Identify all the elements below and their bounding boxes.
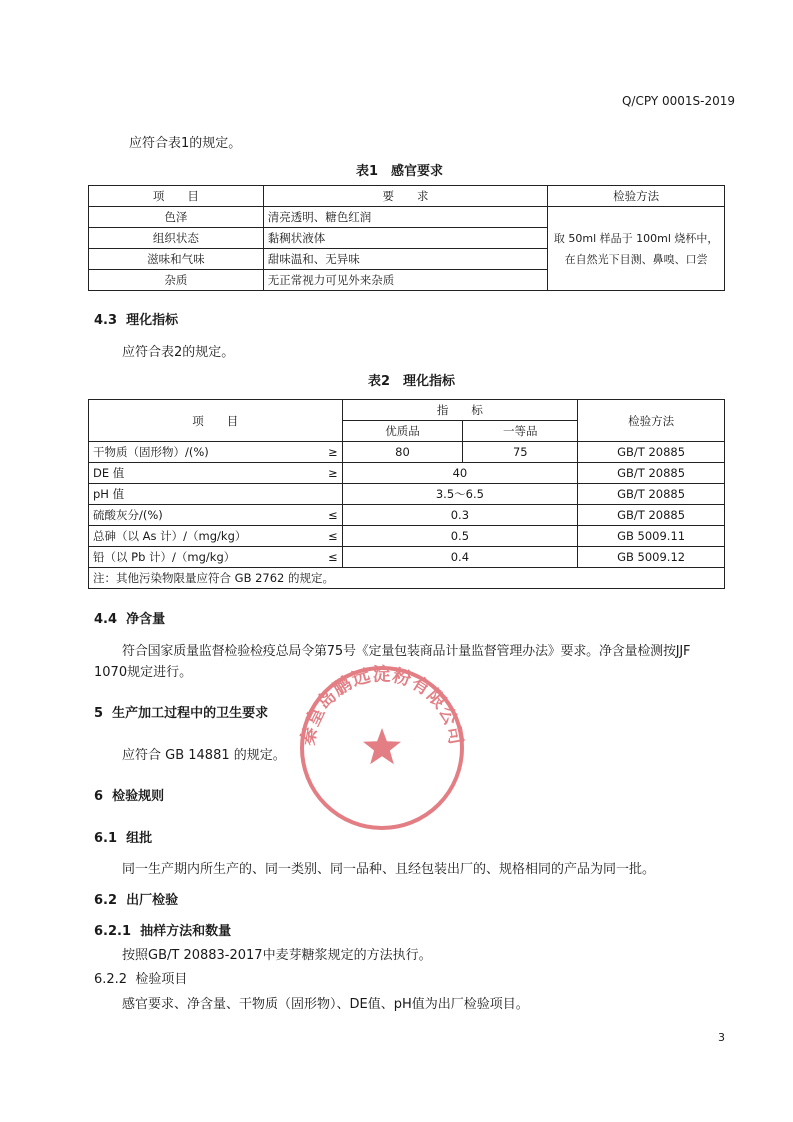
row-method: GB 5009.12: [578, 547, 725, 568]
section-heading-4-4: [94, 608, 165, 627]
row-item: [89, 463, 343, 484]
row-symbol: ≤: [327, 508, 338, 522]
row-value: 0.4: [342, 547, 578, 568]
section-number: 4.4: [94, 612, 118, 627]
row-item: 杂质: [89, 270, 264, 291]
method-line-1: 取 50ml 样品于 100ml 烧杯中，: [553, 231, 719, 245]
company-seal: [298, 664, 466, 832]
table-row: [89, 207, 725, 228]
seal-stroke: [298, 664, 466, 828]
section-number: 6.2.1: [94, 924, 132, 939]
document-code: Q/CPY 0001S-2019: [621, 94, 735, 108]
section-number: 6.2: [94, 893, 118, 908]
header-method: 检验方法: [548, 186, 725, 207]
paragraph-4-4-line1: 符合国家质量监督检验检疫总局令第75号《定量包装商品计量监督管理办法》要求。净含量检测按JJF: [122, 644, 691, 659]
section-number: 6: [94, 789, 104, 804]
section-heading-6: [94, 785, 164, 804]
section-number: 6.1: [94, 831, 118, 846]
section-title: 抽样方法和数量: [140, 924, 232, 939]
row-value-premium: 80: [342, 442, 463, 463]
paragraph-6-2-1: 按照GB/T 20883-2017中麦芽糖浆规定的方法执行。: [122, 948, 432, 963]
table-row: [89, 442, 725, 463]
row-symbol: ≥: [327, 445, 338, 459]
physicochemical-table: [88, 399, 725, 589]
section-heading-5: [94, 702, 268, 721]
row-method: GB/T 20885: [578, 463, 725, 484]
row-requirement: 清亮透明、糖色红润: [263, 207, 548, 228]
paragraph-6-1: 同一生产期内所生产的、同一类别、同一品种、且经包装出厂的、规格相同的产品为同一批。: [122, 862, 656, 877]
row-method: GB/T 20885: [578, 484, 725, 505]
table-row: [89, 505, 725, 526]
section-title: 组批: [126, 831, 153, 846]
sensory-table: [88, 185, 725, 291]
table2-caption: 表2 理化指标: [368, 374, 456, 389]
row-item: 色泽: [89, 207, 264, 228]
seal-text: 秦皇岛鹏远淀粉有限公司: [298, 664, 466, 748]
section-heading-6-2-1: [94, 920, 231, 939]
table-row: [89, 484, 725, 505]
table-note: 注：其他污染物限量应符合 GB 2762 的规定。: [89, 568, 725, 589]
section-title: 理化指标: [126, 313, 179, 328]
table-row: [89, 547, 725, 568]
header-index: 指 标: [342, 400, 578, 421]
table1-caption: 表1 感官要求: [356, 164, 444, 179]
row-item-label: DE 值: [93, 466, 125, 480]
row-value: 0.3: [342, 505, 578, 526]
row-requirement: 甜味温和、无异味: [263, 249, 548, 270]
method-line-2: 在自然光下目测、鼻嗅、口尝: [564, 252, 708, 266]
row-value-first: 75: [463, 442, 578, 463]
row-value: 0.5: [342, 526, 578, 547]
row-requirement: 黏稠状液体: [263, 228, 548, 249]
header-item: 项 目: [89, 400, 343, 442]
section-title: 检验规则: [112, 789, 165, 804]
row-item-label: 干物质（固形物）/(%): [93, 445, 209, 459]
table-note-row: [89, 568, 725, 589]
row-symbol: ≤: [327, 550, 338, 564]
section-heading-4-3: [94, 309, 178, 328]
section-title: 出厂检验: [126, 893, 179, 908]
row-item: [89, 442, 343, 463]
paragraph-5: 应符合 GB 14881 的规定。: [122, 748, 286, 763]
row-item: 组织状态: [89, 228, 264, 249]
row-symbol: ≤: [327, 529, 338, 543]
paragraph-6-2-2: 感官要求、净含量、干物质（固形物）、DE值、pH值为出厂检验项目。: [122, 997, 529, 1012]
row-item: [89, 505, 343, 526]
table-header-row: [89, 400, 725, 421]
row-item-label: 总砷（以 As 计）/（mg/kg）: [93, 529, 247, 543]
row-item: [89, 526, 343, 547]
method-cell: [548, 207, 725, 291]
section-heading-6-2: [94, 889, 178, 908]
section-title: 检验项目: [135, 972, 188, 987]
section-title: 净含量: [126, 612, 166, 627]
table2-intro: 应符合表2的规定。: [122, 345, 235, 360]
section-number: 5: [94, 706, 104, 721]
section-title: 生产加工过程中的卫生要求: [112, 706, 269, 721]
header-grade-premium: 优质品: [342, 421, 463, 442]
row-item-label: pH 值: [93, 487, 125, 501]
row-requirement: 无正常视力可见外来杂质: [263, 270, 548, 291]
table1-intro: 应符合表1的规定。: [129, 136, 242, 151]
row-item: 滋味和气味: [89, 249, 264, 270]
page-number: 3: [718, 1031, 725, 1044]
row-value: 3.5～6.5: [342, 484, 578, 505]
row-item: [89, 547, 343, 568]
section-heading-6-2-2: [94, 968, 187, 987]
section-number: 4.3: [94, 313, 118, 328]
table-row: [89, 463, 725, 484]
header-item: 项 目: [89, 186, 264, 207]
row-method: GB/T 20885: [578, 505, 725, 526]
header-grade-first: 一等品: [463, 421, 578, 442]
row-value: 40: [342, 463, 578, 484]
table-row: [89, 526, 725, 547]
row-item-label: 铅（以 Pb 计）/（mg/kg）: [93, 550, 236, 564]
section-heading-6-1: [94, 827, 152, 846]
row-item: [89, 484, 343, 505]
section-number: 6.2.2: [94, 972, 128, 987]
row-method: GB 5009.11: [578, 526, 725, 547]
row-method: GB/T 20885: [578, 442, 725, 463]
seal-star-icon: [363, 728, 401, 764]
header-requirement: 要 求: [263, 186, 548, 207]
paragraph-4-4-line2: 1070规定进行。: [94, 665, 193, 680]
row-symbol: ≥: [327, 466, 338, 480]
row-item-label: 硫酸灰分/(%): [93, 508, 163, 522]
header-method: 检验方法: [578, 400, 725, 442]
table-header-row: [89, 186, 725, 207]
